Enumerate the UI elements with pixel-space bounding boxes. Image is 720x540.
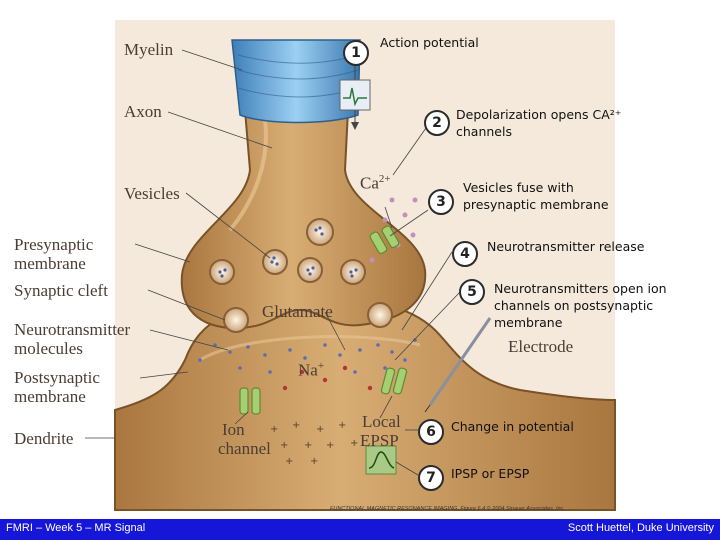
svg-text:+: +: [338, 420, 347, 431]
step-7-text: IPSP or EPSP: [451, 466, 530, 481]
footer-left-text: FMRI – Week 5 – MR Signal: [6, 522, 146, 534]
svg-text:+: +: [310, 456, 319, 467]
figure-credit: FUNCTIONAL MAGNETIC RESONANCE IMAGING, Figure 6.4 © 2004 Sinauer Associates, Inc.: [330, 506, 565, 512]
step-5-text: Neurotransmitters open ion: [494, 281, 667, 296]
step-7-number: 7: [418, 465, 444, 491]
epsp-icon: [366, 446, 396, 474]
svg-text:+: +: [270, 424, 279, 435]
label-local-line1: Local: [362, 412, 401, 431]
footer-bar: [0, 519, 720, 540]
label-vesicles: Vesicles: [124, 184, 180, 203]
label-myelin: Myelin: [124, 40, 174, 59]
step-4-text: Neurotransmitter release: [487, 239, 645, 254]
footer-right-text: Scott Huettel, Duke University: [567, 522, 714, 534]
label-calcium: $Ca^{2+}$: [360, 173, 391, 193]
step-5-text-line2: channels on postsynaptic: [494, 298, 654, 313]
label-synaptic-cleft: Synaptic cleft: [14, 281, 108, 300]
label-presynaptic-line1: Presynaptic: [14, 235, 94, 254]
svg-text:+: +: [304, 440, 313, 451]
step-5-text-line3: membrane: [494, 315, 563, 330]
step-1-text: Action potential: [380, 35, 479, 50]
step-2-number: 2: [424, 110, 450, 136]
label-neurotransmitter-line2: molecules: [14, 339, 83, 358]
label-local-line2: EPSP: [360, 431, 399, 450]
label-presynaptic-line2: membrane: [14, 254, 86, 273]
step-2-text: Depolarization opens CA²⁺: [456, 107, 622, 122]
step-3-text: Vesicles fuse with: [463, 180, 574, 195]
label-axon: Axon: [124, 102, 162, 121]
svg-text:+: +: [285, 456, 294, 467]
step-2-text-line2: channels: [456, 124, 512, 139]
svg-text:+: +: [316, 424, 325, 435]
label-neurotransmitter-line1: Neurotransmitter: [14, 320, 131, 339]
label-postsynaptic-line2: membrane: [14, 387, 86, 406]
step-3-text-line2: presynaptic membrane: [463, 197, 609, 212]
label-ion-channel-line1: Ion: [222, 420, 245, 439]
step-6-number: 6: [418, 419, 444, 445]
step-1-number: 1: [343, 40, 369, 66]
svg-text:+: +: [292, 420, 301, 431]
label-ion-channel-line2: channel: [218, 439, 271, 458]
label-dendrite: Dendrite: [14, 429, 74, 448]
label-electrode: Electrode: [508, 337, 574, 356]
label-glutamate: Glutamate: [262, 302, 333, 321]
label-sodium: Na+: [298, 360, 325, 380]
step-6-text: Change in potential: [451, 419, 574, 434]
step-3-number: 3: [428, 189, 454, 215]
svg-text:+: +: [350, 438, 359, 449]
svg-text:+: +: [280, 440, 289, 451]
step-4-number: 4: [452, 241, 478, 267]
svg-text:+: +: [326, 440, 335, 451]
label-postsynaptic-line1: Postsynaptic: [14, 368, 100, 387]
step-5-number: 5: [459, 279, 485, 305]
